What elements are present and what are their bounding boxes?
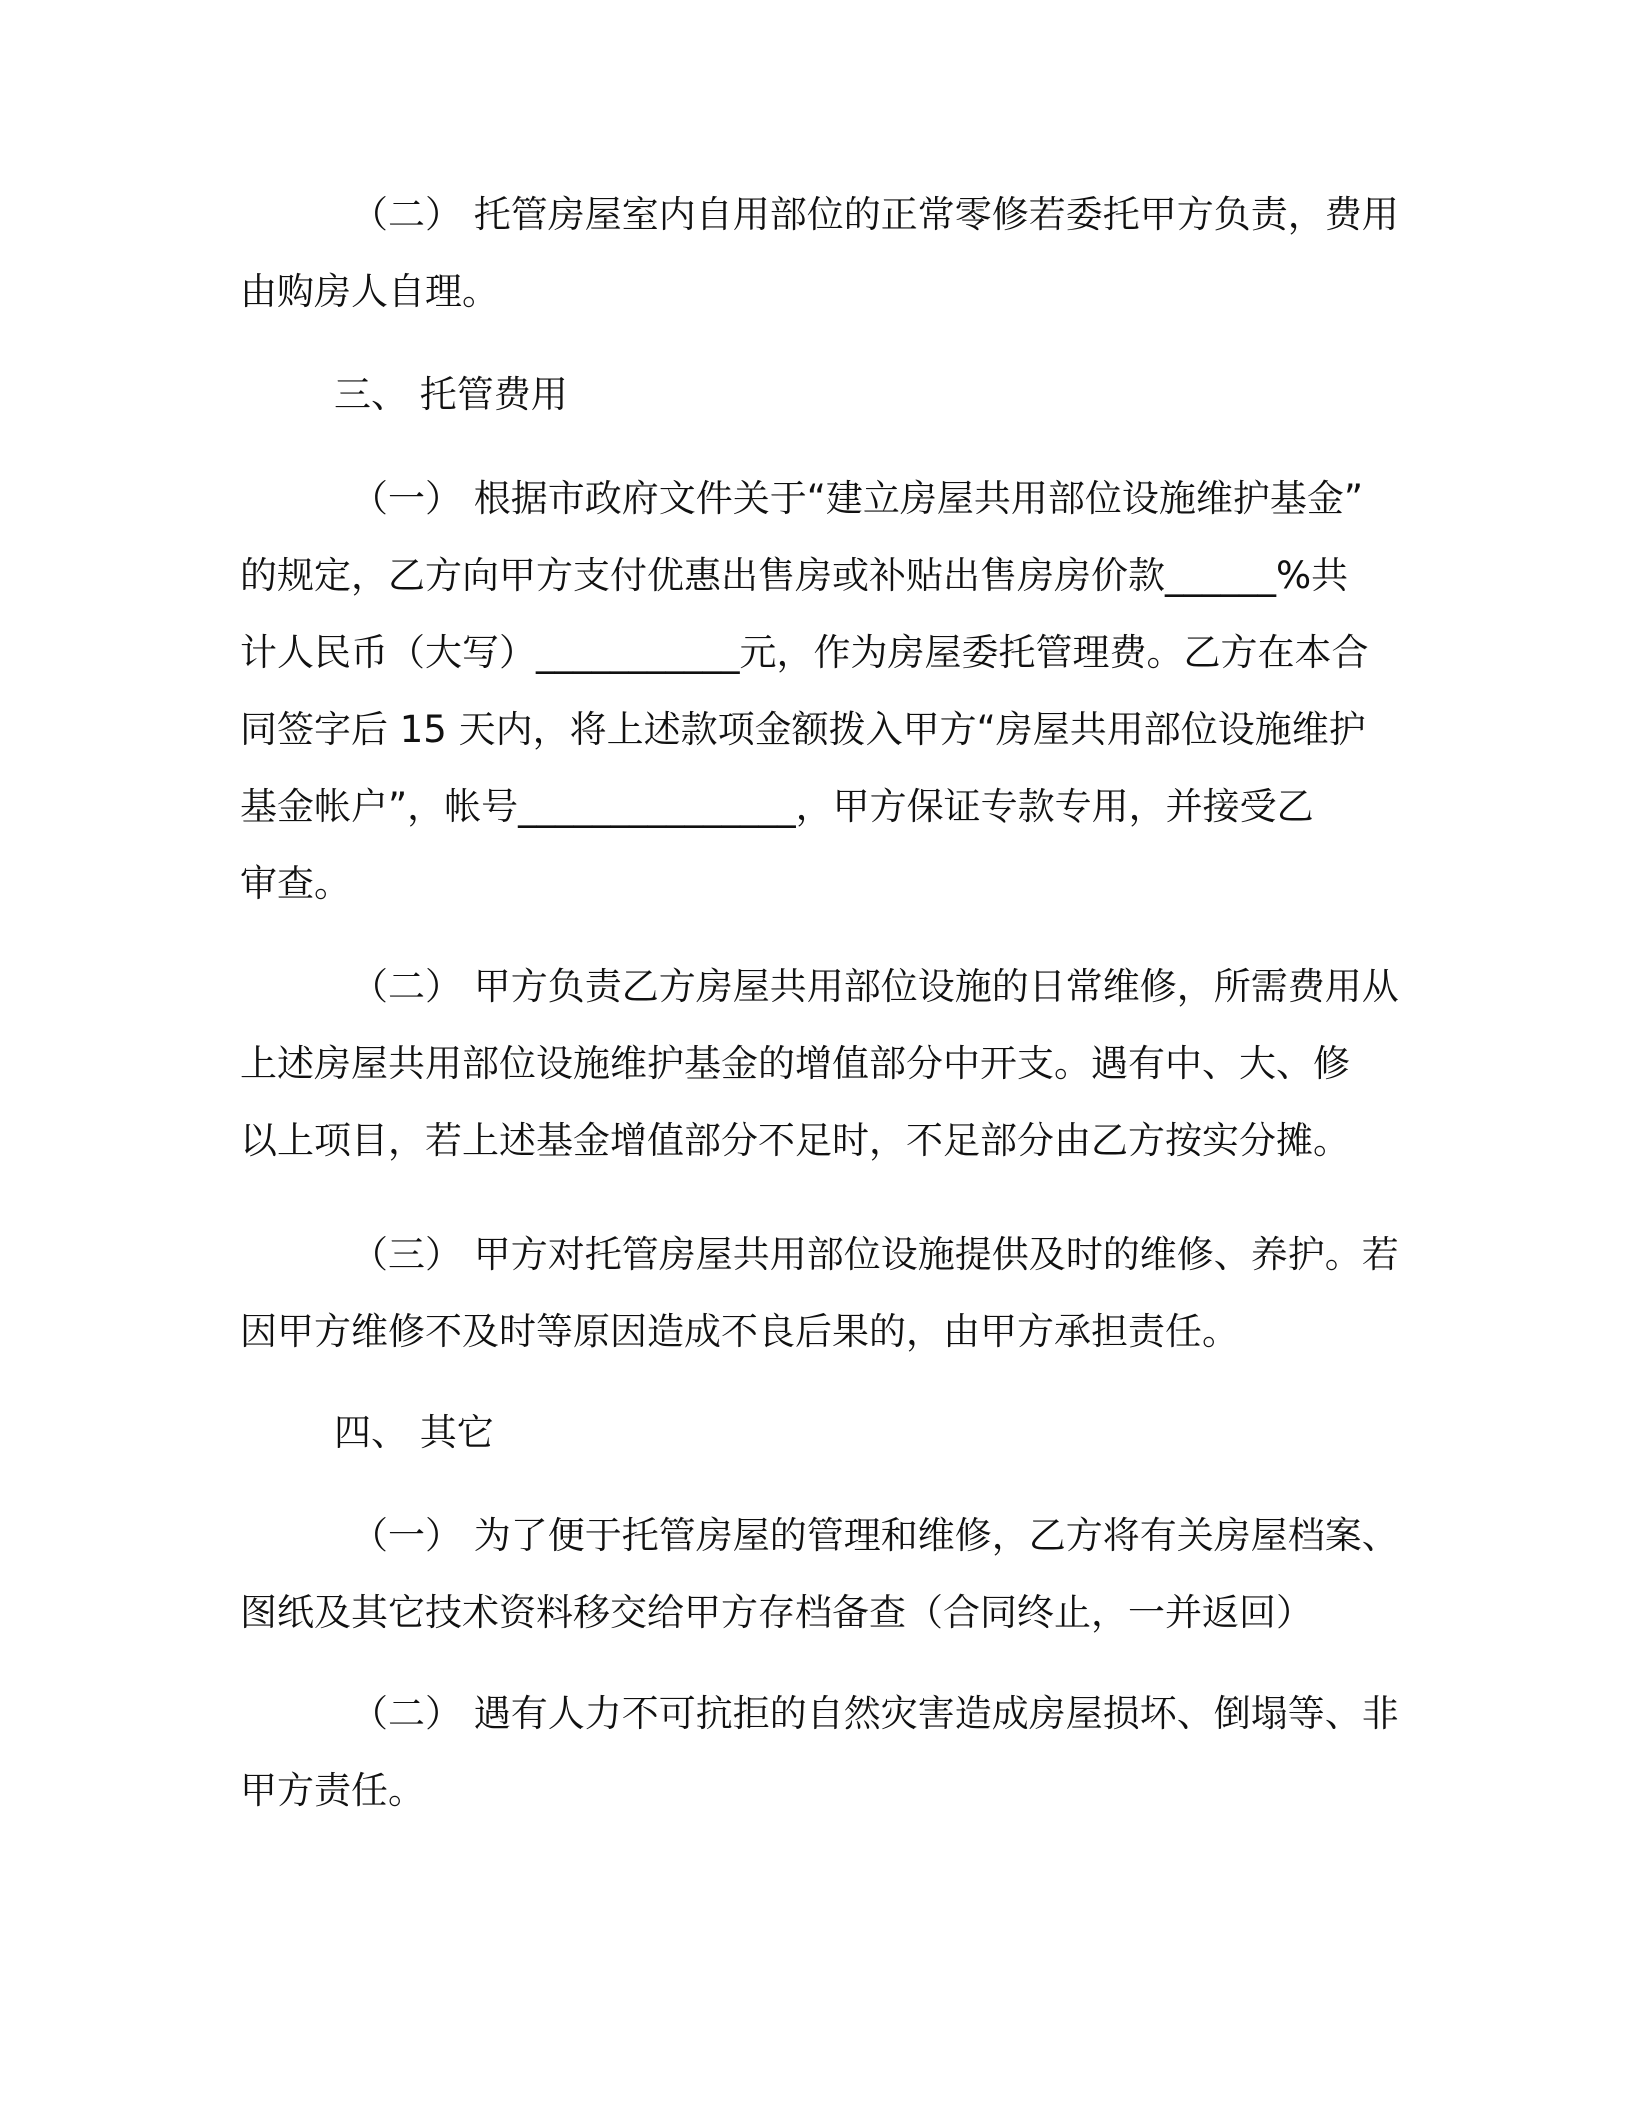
paragraph-line: 由购房人自理。 [240, 270, 499, 313]
paragraph-line: 以上项目，若上述基金增值部分不足时，不足部分由乙方按实分摊。 [240, 1119, 1350, 1162]
paragraph-line: 上述房屋共用部位设施维护基金的增值部分中开支。遇有中、大、修 [240, 1042, 1350, 1085]
section-heading-custody-fees: 三、 托管费用 [334, 373, 568, 416]
paragraph-line: 审查。 [240, 862, 351, 905]
paragraph-line: （一） 根据市政府文件关于“建立房屋共用部位设施维护基金” [351, 477, 1364, 520]
paragraph-records-transfer [240, 1497, 1420, 1651]
paragraph-force-majeure [240, 1675, 1420, 1829]
paragraph-line: 图纸及其它技术资料移交给甲方存档备查（合同终止，一并返回） [240, 1591, 1313, 1634]
paragraph-line: 甲方责任。 [240, 1769, 425, 1812]
paragraph-daily-maintenance [240, 948, 1420, 1179]
paragraph-line: 同签字后 15 天内，将上述款项金额拨入甲方“房屋共用部位设施维护 [240, 708, 1366, 751]
paragraph-maintenance-fund [240, 460, 1420, 922]
paragraph-timely-repair [240, 1216, 1420, 1370]
paragraph-line: 计人民币（大写）___________元，作为房屋委托管理费。乙方在本合 [240, 631, 1369, 674]
paragraph-line: （三） 甲方对托管房屋共用部位设施提供及时的维修、养护。若 [351, 1233, 1399, 1276]
paragraph-line: （二） 托管房屋室内自用部位的正常零修若委托甲方负责，费用 [351, 193, 1399, 236]
paragraph-line: 因甲方维修不及时等原因造成不良后果的，由甲方承担责任。 [240, 1310, 1239, 1353]
paragraph-line: （二） 遇有人力不可抗拒的自然灾害造成房屋损坏、倒塌等、非 [351, 1692, 1399, 1735]
section-heading-other: 四、 其它 [334, 1411, 494, 1454]
paragraph-maintenance-self-use [240, 176, 1420, 330]
paragraph-line: 基金帐户”，帐号_______________，甲方保证专款专用，并接受乙 [240, 785, 1314, 828]
paragraph-line: （二） 甲方负责乙方房屋共用部位设施的日常维修，所需费用从 [351, 965, 1399, 1008]
paragraph-line: （一） 为了便于托管房屋的管理和维修，乙方将有关房屋档案、 [351, 1514, 1399, 1557]
paragraph-line: 的规定，乙方向甲方支付优惠出售房或补贴出售房房价款______%共 [240, 554, 1349, 597]
